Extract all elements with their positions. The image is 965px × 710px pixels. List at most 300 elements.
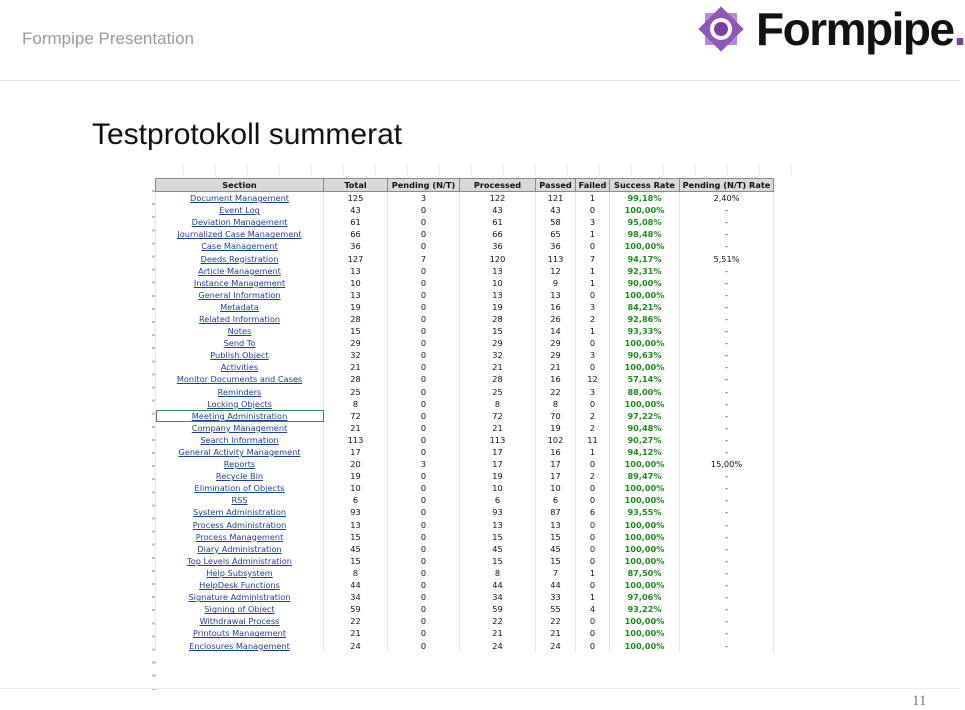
success-rate-cell: 100,00% (610, 204, 680, 216)
failed-cell: 1 (576, 446, 610, 458)
section-cell[interactable]: Withdrawal Process (156, 615, 324, 627)
processed-cell: 61 (460, 216, 536, 228)
section-cell[interactable]: Company Management (156, 422, 324, 434)
pending-cell: 0 (388, 603, 460, 615)
table-row (156, 192, 774, 205)
section-cell[interactable]: Publish Object (156, 349, 324, 361)
processed-cell: 13 (460, 519, 536, 531)
pending-cell: 0 (388, 615, 460, 627)
processed-cell: 17 (460, 458, 536, 470)
total-cell: 24 (324, 639, 388, 651)
section-cell[interactable]: Event Log (156, 204, 324, 216)
section-cell[interactable]: General Information (156, 289, 324, 301)
total-cell: 127 (324, 252, 388, 264)
success-rate-cell: 100,00% (610, 639, 680, 651)
total-cell: 29 (324, 337, 388, 349)
processed-cell: 6 (460, 494, 536, 506)
failed-cell: 0 (576, 361, 610, 373)
section-cell[interactable]: Elimination of Objects (156, 482, 324, 494)
pending-cell: 0 (388, 277, 460, 289)
pending-cell: 0 (388, 265, 460, 277)
success-rate-cell: 99,18% (610, 192, 680, 205)
pending-rate-cell: - (680, 386, 774, 398)
table-row (156, 579, 774, 591)
pending-rate-cell: - (680, 434, 774, 446)
success-rate-cell: 97,06% (610, 591, 680, 603)
passed-cell: 102 (536, 434, 576, 446)
processed-cell: 13 (460, 265, 536, 277)
table-row (156, 216, 774, 228)
success-rate-cell: 92,31% (610, 265, 680, 277)
total-cell: 10 (324, 482, 388, 494)
processed-cell: 15 (460, 555, 536, 567)
passed-cell: 113 (536, 252, 576, 264)
total-cell: 22 (324, 615, 388, 627)
table-row (156, 277, 774, 289)
section-cell[interactable]: Document Management (156, 192, 324, 205)
pending-rate-cell: - (680, 301, 774, 313)
failed-cell: 7 (576, 252, 610, 264)
success-rate-cell: 100,00% (610, 240, 680, 252)
total-cell: 61 (324, 216, 388, 228)
failed-cell: 1 (576, 325, 610, 337)
section-cell[interactable]: Help Subsystem (156, 567, 324, 579)
processed-cell: 120 (460, 252, 536, 264)
pending-cell: 0 (388, 228, 460, 240)
section-cell[interactable]: Process Administration (156, 519, 324, 531)
pending-cell: 0 (388, 627, 460, 639)
success-rate-cell: 94,17% (610, 252, 680, 264)
table-row (156, 313, 774, 325)
processed-cell: 19 (460, 301, 536, 313)
passed-cell: 70 (536, 410, 576, 422)
failed-cell: 3 (576, 216, 610, 228)
processed-cell: 36 (460, 240, 536, 252)
section-cell[interactable]: Instance Management (156, 277, 324, 289)
failed-cell: 0 (576, 615, 610, 627)
table-header-row (156, 179, 774, 192)
table-row (156, 482, 774, 494)
pending-rate-cell: - (680, 373, 774, 385)
section-cell[interactable]: Article Management (156, 265, 324, 277)
passed-cell: 121 (536, 192, 576, 205)
section-cell[interactable]: Process Management (156, 531, 324, 543)
section-cell[interactable]: Notes (156, 325, 324, 337)
success-rate-cell: 90,63% (610, 349, 680, 361)
section-cell[interactable]: Related Information (156, 313, 324, 325)
passed-cell: 24 (536, 639, 576, 651)
table-row (156, 506, 774, 518)
pending-rate-cell: 5,51% (680, 252, 774, 264)
passed-cell: 8 (536, 398, 576, 410)
success-rate-cell: 100,00% (610, 398, 680, 410)
pending-cell: 3 (388, 192, 460, 205)
processed-cell: 72 (460, 410, 536, 422)
total-cell: 113 (324, 434, 388, 446)
table-row (156, 252, 774, 264)
total-cell: 10 (324, 277, 388, 289)
passed-cell: 15 (536, 555, 576, 567)
success-rate-cell: 93,33% (610, 325, 680, 337)
pending-rate-cell: - (680, 361, 774, 373)
pending-cell: 0 (388, 337, 460, 349)
success-rate-cell: 100,00% (610, 289, 680, 301)
column-header: Failed (576, 179, 610, 192)
pending-rate-cell: - (680, 446, 774, 458)
pending-rate-cell: - (680, 337, 774, 349)
failed-cell: 1 (576, 228, 610, 240)
logo-dot: . (953, 3, 965, 55)
column-header: Passed (536, 179, 576, 192)
table-row (156, 591, 774, 603)
passed-cell: 17 (536, 458, 576, 470)
passed-cell: 29 (536, 337, 576, 349)
section-cell[interactable]: Signing of Object (156, 603, 324, 615)
pending-cell: 0 (388, 567, 460, 579)
section-cell[interactable]: Search Information (156, 434, 324, 446)
passed-cell: 58 (536, 216, 576, 228)
pending-cell: 0 (388, 579, 460, 591)
failed-cell: 0 (576, 458, 610, 470)
success-rate-cell: 92,86% (610, 313, 680, 325)
section-cell[interactable]: Signature Administration (156, 591, 324, 603)
section-cell[interactable]: Send To (156, 337, 324, 349)
table-row (156, 543, 774, 555)
failed-cell: 1 (576, 277, 610, 289)
logo-text: Formpipe (756, 3, 954, 55)
passed-cell: 9 (536, 277, 576, 289)
failed-cell: 2 (576, 313, 610, 325)
failed-cell: 12 (576, 373, 610, 385)
column-header: Section (156, 179, 324, 192)
table-row (156, 639, 774, 651)
total-cell: 8 (324, 398, 388, 410)
passed-cell: 15 (536, 531, 576, 543)
pending-rate-cell: - (680, 519, 774, 531)
pending-rate-cell: - (680, 398, 774, 410)
processed-cell: 10 (460, 277, 536, 289)
section-cell[interactable]: Journalized Case Management (156, 228, 324, 240)
table-row (156, 349, 774, 361)
table-row (156, 325, 774, 337)
section-cell[interactable]: Activities (156, 361, 324, 373)
failed-cell: 6 (576, 506, 610, 518)
total-cell: 19 (324, 301, 388, 313)
table-row (156, 470, 774, 482)
total-cell: 44 (324, 579, 388, 591)
total-cell: 43 (324, 204, 388, 216)
section-cell[interactable]: Meeting Administration (156, 410, 324, 422)
pending-cell: 0 (388, 422, 460, 434)
processed-cell: 8 (460, 567, 536, 579)
processed-cell: 113 (460, 434, 536, 446)
success-rate-cell: 100,00% (610, 531, 680, 543)
passed-cell: 10 (536, 482, 576, 494)
passed-cell: 17 (536, 470, 576, 482)
processed-cell: 32 (460, 349, 536, 361)
success-rate-cell: 88,00% (610, 386, 680, 398)
failed-cell: 0 (576, 627, 610, 639)
failed-cell: 0 (576, 519, 610, 531)
total-cell: 59 (324, 603, 388, 615)
presentation-label: Formpipe Presentation (22, 29, 194, 48)
pending-cell: 0 (388, 482, 460, 494)
pending-rate-cell: - (680, 349, 774, 361)
processed-cell: 59 (460, 603, 536, 615)
table-row (156, 519, 774, 531)
passed-cell: 33 (536, 591, 576, 603)
total-cell: 93 (324, 506, 388, 518)
passed-cell: 6 (536, 494, 576, 506)
total-cell: 32 (324, 349, 388, 361)
table-row (156, 446, 774, 458)
total-cell: 45 (324, 543, 388, 555)
success-rate-cell: 93,22% (610, 603, 680, 615)
table-row (156, 240, 774, 252)
pending-rate-cell: - (680, 265, 774, 277)
success-rate-cell: 100,00% (610, 361, 680, 373)
passed-cell: 26 (536, 313, 576, 325)
failed-cell: 2 (576, 410, 610, 422)
passed-cell: 21 (536, 361, 576, 373)
failed-cell: 11 (576, 434, 610, 446)
table-row (156, 228, 774, 240)
success-rate-cell: 100,00% (610, 337, 680, 349)
success-rate-cell: 98,48% (610, 228, 680, 240)
processed-cell: 45 (460, 543, 536, 555)
pending-cell: 0 (388, 216, 460, 228)
pending-rate-cell: - (680, 313, 774, 325)
processed-cell: 25 (460, 386, 536, 398)
pending-rate-cell: - (680, 531, 774, 543)
processed-cell: 66 (460, 228, 536, 240)
table-row (156, 337, 774, 349)
success-rate-cell: 100,00% (610, 543, 680, 555)
section-cell[interactable]: Reminders (156, 386, 324, 398)
table-row (156, 386, 774, 398)
pending-cell: 0 (388, 410, 460, 422)
success-rate-cell: 90,48% (610, 422, 680, 434)
section-cell[interactable]: Deeds Registration (156, 252, 324, 264)
pending-rate-cell: - (680, 494, 774, 506)
formpipe-logo-icon (694, 2, 748, 56)
pending-rate-cell: - (680, 325, 774, 337)
pending-cell: 0 (388, 301, 460, 313)
total-cell: 66 (324, 228, 388, 240)
pending-cell: 0 (388, 361, 460, 373)
table-row (156, 373, 774, 385)
processed-cell: 17 (460, 446, 536, 458)
table-body (156, 192, 774, 652)
processed-cell: 93 (460, 506, 536, 518)
pending-rate-cell: - (680, 579, 774, 591)
table-row (156, 555, 774, 567)
passed-cell: 7 (536, 567, 576, 579)
section-cell[interactable]: Case Management (156, 240, 324, 252)
success-rate-cell: 57,14% (610, 373, 680, 385)
column-header: Success Rate (610, 179, 680, 192)
pending-cell: 0 (388, 494, 460, 506)
test-summary-table (155, 178, 774, 652)
processed-cell: 15 (460, 325, 536, 337)
total-cell: 21 (324, 361, 388, 373)
section-cell[interactable]: HelpDesk Functions (156, 579, 324, 591)
processed-cell: 44 (460, 579, 536, 591)
pending-cell: 0 (388, 398, 460, 410)
spreadsheet-image (152, 165, 792, 690)
pending-cell: 0 (388, 386, 460, 398)
section-cell[interactable]: RSS (156, 494, 324, 506)
pending-rate-cell: - (680, 240, 774, 252)
section-cell[interactable]: Metadata (156, 301, 324, 313)
pending-cell: 0 (388, 555, 460, 567)
pending-rate-cell: - (680, 591, 774, 603)
processed-cell: 22 (460, 615, 536, 627)
section-cell[interactable]: Diary Administration (156, 543, 324, 555)
section-cell[interactable]: Deviation Management (156, 216, 324, 228)
section-cell[interactable]: Enclosures Management (156, 639, 324, 651)
section-cell[interactable]: Reports (156, 458, 324, 470)
pending-cell: 0 (388, 639, 460, 651)
success-rate-cell: 100,00% (610, 615, 680, 627)
failed-cell: 0 (576, 337, 610, 349)
slide-header (0, 0, 965, 81)
success-rate-cell: 100,00% (610, 494, 680, 506)
section-cell[interactable]: Recycle Bin (156, 470, 324, 482)
processed-cell: 21 (460, 422, 536, 434)
failed-cell: 2 (576, 470, 610, 482)
success-rate-cell: 100,00% (610, 458, 680, 470)
processed-cell: 28 (460, 373, 536, 385)
total-cell: 28 (324, 313, 388, 325)
failed-cell: 0 (576, 482, 610, 494)
table-row (156, 398, 774, 410)
pending-cell: 0 (388, 204, 460, 216)
success-rate-cell: 100,00% (610, 627, 680, 639)
processed-cell: 15 (460, 531, 536, 543)
pending-rate-cell: - (680, 567, 774, 579)
section-cell[interactable]: Printouts Management (156, 627, 324, 639)
total-cell: 15 (324, 531, 388, 543)
table-row (156, 204, 774, 216)
failed-cell: 0 (576, 289, 610, 301)
pending-rate-cell: - (680, 543, 774, 555)
processed-cell: 10 (460, 482, 536, 494)
table-row (156, 494, 774, 506)
pending-rate-cell: 15,00% (680, 458, 774, 470)
pending-cell: 0 (388, 591, 460, 603)
section-cell[interactable]: Monitor Documents and Cases (156, 373, 324, 385)
success-rate-cell: 87,50% (610, 567, 680, 579)
total-cell: 15 (324, 325, 388, 337)
total-cell: 28 (324, 373, 388, 385)
pending-cell: 0 (388, 240, 460, 252)
processed-cell: 28 (460, 313, 536, 325)
table-row (156, 615, 774, 627)
failed-cell: 3 (576, 349, 610, 361)
pending-cell: 0 (388, 506, 460, 518)
total-cell: 13 (324, 289, 388, 301)
pending-rate-cell: - (680, 627, 774, 639)
processed-cell: 19 (460, 470, 536, 482)
total-cell: 21 (324, 627, 388, 639)
passed-cell: 22 (536, 615, 576, 627)
total-cell: 36 (324, 240, 388, 252)
logo-wordmark (756, 4, 965, 54)
success-rate-cell: 97,22% (610, 410, 680, 422)
passed-cell: 22 (536, 386, 576, 398)
passed-cell: 87 (536, 506, 576, 518)
success-rate-cell: 90,00% (610, 277, 680, 289)
pending-cell: 3 (388, 458, 460, 470)
pending-cell: 0 (388, 373, 460, 385)
table-row (156, 567, 774, 579)
pending-cell: 0 (388, 325, 460, 337)
success-rate-cell: 93,55% (610, 506, 680, 518)
pending-cell: 0 (388, 519, 460, 531)
success-rate-cell: 94,12% (610, 446, 680, 458)
section-cell[interactable]: Top Levels Administration (156, 555, 324, 567)
total-cell: 6 (324, 494, 388, 506)
success-rate-cell: 84,21% (610, 301, 680, 313)
processed-cell: 13 (460, 289, 536, 301)
failed-cell: 0 (576, 398, 610, 410)
failed-cell: 0 (576, 531, 610, 543)
failed-cell: 3 (576, 386, 610, 398)
passed-cell: 16 (536, 446, 576, 458)
table-row (156, 361, 774, 373)
failed-cell: 1 (576, 591, 610, 603)
passed-cell: 16 (536, 373, 576, 385)
failed-cell: 0 (576, 204, 610, 216)
column-header: Pending (N/T) Rate (680, 179, 774, 192)
section-cell[interactable]: General Activity Management (156, 446, 324, 458)
passed-cell: 12 (536, 265, 576, 277)
passed-cell: 19 (536, 422, 576, 434)
section-cell[interactable]: System Administration (156, 506, 324, 518)
table-row (156, 265, 774, 277)
processed-cell: 21 (460, 361, 536, 373)
formpipe-logo (694, 2, 965, 56)
processed-cell: 34 (460, 591, 536, 603)
pending-cell: 0 (388, 543, 460, 555)
pending-rate-cell: - (680, 555, 774, 567)
failed-cell: 0 (576, 240, 610, 252)
success-rate-cell: 100,00% (610, 519, 680, 531)
table-row (156, 627, 774, 639)
failed-cell: 3 (576, 301, 610, 313)
success-rate-cell: 100,00% (610, 579, 680, 591)
pending-cell: 0 (388, 349, 460, 361)
failed-cell: 0 (576, 555, 610, 567)
section-cell[interactable]: Locking Objects (156, 398, 324, 410)
total-cell: 13 (324, 519, 388, 531)
passed-cell: 13 (536, 289, 576, 301)
success-rate-cell: 95,08% (610, 216, 680, 228)
success-rate-cell: 90,27% (610, 434, 680, 446)
total-cell: 25 (324, 386, 388, 398)
table-row (156, 434, 774, 446)
table-row (156, 531, 774, 543)
passed-cell: 45 (536, 543, 576, 555)
pending-rate-cell: - (680, 639, 774, 651)
total-cell: 17 (324, 446, 388, 458)
failed-cell: 0 (576, 639, 610, 651)
column-header: Pending (N/T) (388, 179, 460, 192)
total-cell: 19 (324, 470, 388, 482)
pending-rate-cell: - (680, 216, 774, 228)
pending-cell: 0 (388, 289, 460, 301)
